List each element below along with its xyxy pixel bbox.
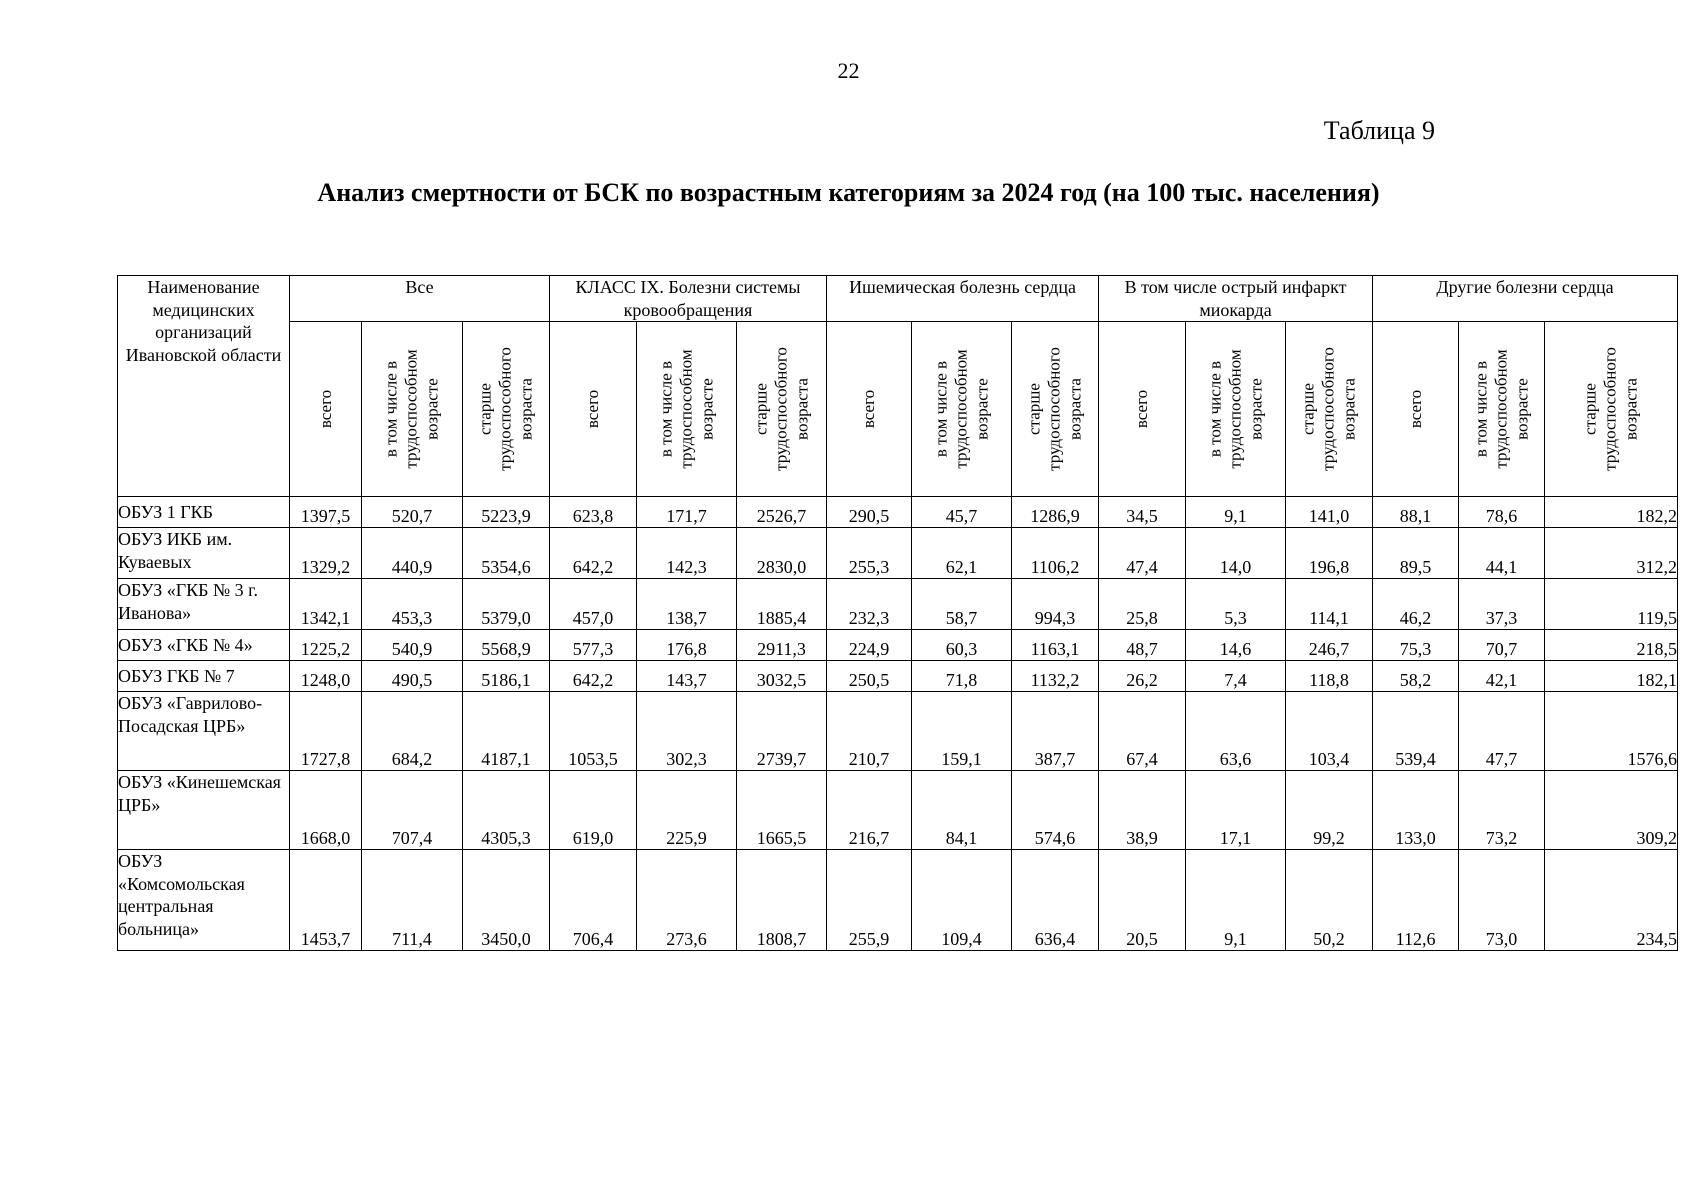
value-cell: 1163,1 xyxy=(1012,630,1099,661)
subheader-working-age-label: в том числе в трудоспособном возрасте xyxy=(1204,349,1265,469)
subheader-older-label: старше трудоспособного возраста xyxy=(1024,347,1085,471)
value-cell: 309,2 xyxy=(1545,771,1678,850)
value-cell: 143,7 xyxy=(637,661,737,692)
value-cell: 457,0 xyxy=(550,579,637,630)
value-cell: 255,3 xyxy=(827,528,912,579)
value-cell: 44,1 xyxy=(1459,528,1545,579)
value-cell: 706,4 xyxy=(550,850,637,951)
value-cell: 47,7 xyxy=(1459,692,1545,771)
subheader-total-label: всего xyxy=(315,389,335,429)
value-cell: 67,4 xyxy=(1099,692,1186,771)
table-row xyxy=(118,497,1678,528)
value-cell: 171,7 xyxy=(637,497,737,528)
subheader-older-label: старше трудоспособного возраста xyxy=(1298,347,1359,471)
value-cell: 103,4 xyxy=(1286,692,1373,771)
value-cell: 994,3 xyxy=(1012,579,1099,630)
value-cell: 14,0 xyxy=(1186,528,1286,579)
value-cell: 1329,2 xyxy=(290,528,362,579)
value-cell: 5,3 xyxy=(1186,579,1286,630)
value-cell: 3032,5 xyxy=(737,661,827,692)
value-cell: 255,9 xyxy=(827,850,912,951)
value-cell: 114,1 xyxy=(1286,579,1373,630)
value-cell: 34,5 xyxy=(1099,497,1186,528)
table-row xyxy=(118,528,1678,579)
subheader-older xyxy=(1545,322,1678,497)
table-row xyxy=(118,850,1678,951)
value-cell: 73,0 xyxy=(1459,850,1545,951)
value-cell: 1286,9 xyxy=(1012,497,1099,528)
value-cell: 3450,0 xyxy=(463,850,550,951)
subheader-working-age-label: в том числе в трудоспособном возрасте xyxy=(1470,349,1531,469)
value-cell: 46,2 xyxy=(1373,579,1459,630)
value-cell: 623,8 xyxy=(550,497,637,528)
value-cell: 273,6 xyxy=(637,850,737,951)
table-title: Анализ смертности от БСК по возрастным категориям за 2024 год (на 100 тыс. населения) xyxy=(317,178,1380,207)
value-cell: 2526,7 xyxy=(737,497,827,528)
value-cell: 196,8 xyxy=(1286,528,1373,579)
value-cell: 78,6 xyxy=(1459,497,1545,528)
page-number: 22 xyxy=(837,58,860,83)
value-cell: 9,1 xyxy=(1186,850,1286,951)
org-name-cell: ОБУЗ 1 ГКБ xyxy=(118,497,290,528)
value-cell: 62,1 xyxy=(912,528,1012,579)
value-cell: 159,1 xyxy=(912,692,1012,771)
value-cell: 14,6 xyxy=(1186,630,1286,661)
value-cell: 5568,9 xyxy=(463,630,550,661)
value-cell: 577,3 xyxy=(550,630,637,661)
subheader-total xyxy=(1373,322,1459,497)
value-cell: 17,1 xyxy=(1186,771,1286,850)
table-label: Таблица 9 xyxy=(1323,116,1435,145)
table-row xyxy=(118,771,1678,850)
value-cell: 142,3 xyxy=(637,528,737,579)
value-cell: 216,7 xyxy=(827,771,912,850)
value-cell: 225,9 xyxy=(637,771,737,850)
group-header-infarction: В том числе острый инфаркт миокарда xyxy=(1099,276,1373,322)
org-name-cell: ОБУЗ «Комсомольская центральная больница» xyxy=(118,850,290,951)
value-cell: 574,6 xyxy=(1012,771,1099,850)
value-cell: 9,1 xyxy=(1186,497,1286,528)
subheader-working-age xyxy=(362,322,463,497)
org-name-cell: ОБУЗ ГКБ № 7 xyxy=(118,661,290,692)
value-cell: 58,7 xyxy=(912,579,1012,630)
table-row xyxy=(118,630,1678,661)
value-cell: 2911,3 xyxy=(737,630,827,661)
value-cell: 5223,9 xyxy=(463,497,550,528)
value-cell: 232,3 xyxy=(827,579,912,630)
subheader-older-label: старше трудоспособного возраста xyxy=(1580,347,1641,471)
value-cell: 99,2 xyxy=(1286,771,1373,850)
value-cell: 48,7 xyxy=(1099,630,1186,661)
org-name-cell: ОБУЗ ИКБ им. Куваевых xyxy=(118,528,290,579)
group-header-other-heart: Другие болезни сердца xyxy=(1373,276,1678,322)
value-cell: 71,8 xyxy=(912,661,1012,692)
value-cell: 224,9 xyxy=(827,630,912,661)
subheader-total-label: всего xyxy=(1131,389,1151,429)
subheader-working-age-label: в том числе в трудоспособном возрасте xyxy=(381,349,442,469)
value-cell: 26,2 xyxy=(1099,661,1186,692)
value-cell: 37,3 xyxy=(1459,579,1545,630)
group-header-ischemic: Ишемическая болезнь сердца xyxy=(827,276,1099,322)
value-cell: 1053,5 xyxy=(550,692,637,771)
value-cell: 1397,5 xyxy=(290,497,362,528)
value-cell: 141,0 xyxy=(1286,497,1373,528)
subheader-total xyxy=(550,322,637,497)
value-cell: 234,5 xyxy=(1545,850,1678,951)
value-cell: 63,6 xyxy=(1186,692,1286,771)
value-cell: 1248,0 xyxy=(290,661,362,692)
value-cell: 70,7 xyxy=(1459,630,1545,661)
subheader-working-age xyxy=(1459,322,1545,497)
table-row xyxy=(118,579,1678,630)
subheader-working-age-label: в том числе в трудоспособном возрасте xyxy=(655,349,716,469)
value-cell: 84,1 xyxy=(912,771,1012,850)
value-cell: 5186,1 xyxy=(463,661,550,692)
value-cell: 75,3 xyxy=(1373,630,1459,661)
value-cell: 636,4 xyxy=(1012,850,1099,951)
value-cell: 490,5 xyxy=(362,661,463,692)
value-cell: 290,5 xyxy=(827,497,912,528)
table-body xyxy=(118,497,1678,951)
value-cell: 138,7 xyxy=(637,579,737,630)
value-cell: 89,5 xyxy=(1373,528,1459,579)
subheader-working-age xyxy=(637,322,737,497)
value-cell: 619,0 xyxy=(550,771,637,850)
org-name-cell: ОБУЗ «ГКБ № 3 г. Иванова» xyxy=(118,579,290,630)
subheader-working-age xyxy=(1186,322,1286,497)
value-cell: 25,8 xyxy=(1099,579,1186,630)
subheader-older xyxy=(737,322,827,497)
value-cell: 176,8 xyxy=(637,630,737,661)
subheader-working-age xyxy=(912,322,1012,497)
value-cell: 50,2 xyxy=(1286,850,1373,951)
subheader-older-label: старше трудоспособного возраста xyxy=(750,347,811,471)
value-cell: 1132,2 xyxy=(1012,661,1099,692)
table-row xyxy=(118,692,1678,771)
org-name-cell: ОБУЗ «ГКБ № 4» xyxy=(118,630,290,661)
subheader-older xyxy=(463,322,550,497)
subheader-total-label: всего xyxy=(858,389,878,429)
value-cell: 1453,7 xyxy=(290,850,362,951)
subheader-total xyxy=(827,322,912,497)
value-cell: 218,5 xyxy=(1545,630,1678,661)
value-cell: 4187,1 xyxy=(463,692,550,771)
value-cell: 642,2 xyxy=(550,528,637,579)
subheader-working-age-label: в том числе в трудоспособном возрасте xyxy=(930,349,991,469)
value-cell: 540,9 xyxy=(362,630,463,661)
subheader-older xyxy=(1012,322,1099,497)
value-cell: 133,0 xyxy=(1373,771,1459,850)
value-cell: 642,2 xyxy=(550,661,637,692)
value-cell: 1808,7 xyxy=(737,850,827,951)
subheader-total-label: всего xyxy=(582,389,602,429)
value-cell: 45,7 xyxy=(912,497,1012,528)
value-cell: 302,3 xyxy=(637,692,737,771)
value-cell: 112,6 xyxy=(1373,850,1459,951)
value-cell: 250,5 xyxy=(827,661,912,692)
value-cell: 182,1 xyxy=(1545,661,1678,692)
org-column-header: Наименование медицинских организаций Ивановской области xyxy=(118,276,290,497)
value-cell: 1727,8 xyxy=(290,692,362,771)
value-cell: 1225,2 xyxy=(290,630,362,661)
mortality-table xyxy=(117,275,1678,951)
value-cell: 73,2 xyxy=(1459,771,1545,850)
table-row xyxy=(118,661,1678,692)
group-header-circulatory: КЛАСС IX. Болезни системы кровообращения xyxy=(550,276,827,322)
value-cell: 453,3 xyxy=(362,579,463,630)
value-cell: 246,7 xyxy=(1286,630,1373,661)
value-cell: 387,7 xyxy=(1012,692,1099,771)
value-cell: 118,8 xyxy=(1286,661,1373,692)
value-cell: 210,7 xyxy=(827,692,912,771)
header-row-subcolumns xyxy=(118,322,1678,497)
value-cell: 1106,2 xyxy=(1012,528,1099,579)
value-cell: 60,3 xyxy=(912,630,1012,661)
value-cell: 1665,5 xyxy=(737,771,827,850)
value-cell: 47,4 xyxy=(1099,528,1186,579)
org-name-cell: ОБУЗ «Кинешемская ЦРБ» xyxy=(118,771,290,850)
value-cell: 711,4 xyxy=(362,850,463,951)
subheader-total xyxy=(290,322,362,497)
value-cell: 7,4 xyxy=(1186,661,1286,692)
subheader-total-label: всего xyxy=(1405,389,1425,429)
subheader-older xyxy=(1286,322,1373,497)
value-cell: 520,7 xyxy=(362,497,463,528)
value-cell: 182,2 xyxy=(1545,497,1678,528)
value-cell: 312,2 xyxy=(1545,528,1678,579)
value-cell: 440,9 xyxy=(362,528,463,579)
subheader-total xyxy=(1099,322,1186,497)
value-cell: 5354,6 xyxy=(463,528,550,579)
value-cell: 119,5 xyxy=(1545,579,1678,630)
value-cell: 1576,6 xyxy=(1545,692,1678,771)
value-cell: 5379,0 xyxy=(463,579,550,630)
value-cell: 88,1 xyxy=(1373,497,1459,528)
value-cell: 4305,3 xyxy=(463,771,550,850)
value-cell: 1885,4 xyxy=(737,579,827,630)
header-row-groups xyxy=(118,276,1678,322)
org-name-cell: ОБУЗ «Гаврилово-Посадская ЦРБ» xyxy=(118,692,290,771)
value-cell: 539,4 xyxy=(1373,692,1459,771)
value-cell: 109,4 xyxy=(912,850,1012,951)
value-cell: 707,4 xyxy=(362,771,463,850)
value-cell: 2830,0 xyxy=(737,528,827,579)
value-cell: 684,2 xyxy=(362,692,463,771)
group-header-all: Все xyxy=(290,276,550,322)
value-cell: 58,2 xyxy=(1373,661,1459,692)
value-cell: 1342,1 xyxy=(290,579,362,630)
value-cell: 2739,7 xyxy=(737,692,827,771)
subheader-older-label: старше трудоспособного возраста xyxy=(475,347,536,471)
value-cell: 1668,0 xyxy=(290,771,362,850)
value-cell: 42,1 xyxy=(1459,661,1545,692)
value-cell: 38,9 xyxy=(1099,771,1186,850)
value-cell: 20,5 xyxy=(1099,850,1186,951)
